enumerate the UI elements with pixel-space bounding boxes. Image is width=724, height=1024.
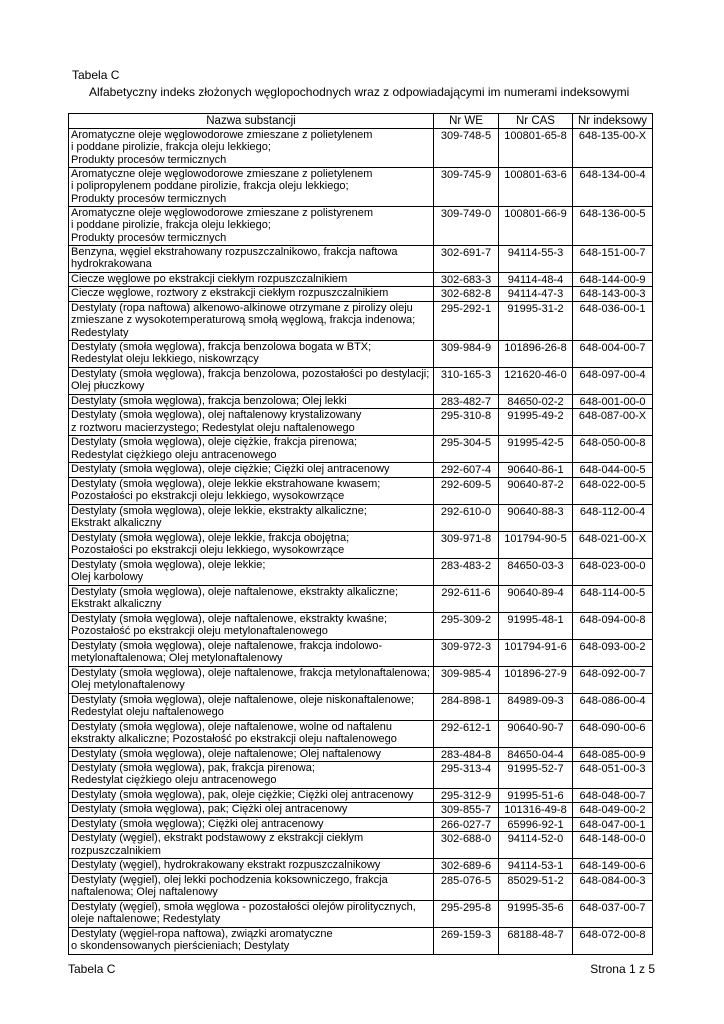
cas-number-cell: 91995-52-7 — [499, 762, 573, 789]
cas-number-cell: 84650-02-2 — [499, 394, 573, 408]
index-number-cell: 648-135-00-X — [573, 129, 653, 168]
cas-number-cell: 65996-92-1 — [499, 817, 573, 831]
substance-name-cell: Ciecze węglowe po ekstrakcji ciekłym rozpuszczalnikiem — [69, 273, 434, 287]
table-body — [69, 129, 653, 955]
ec-number-cell: 283-482-7 — [434, 394, 499, 408]
cas-number-cell: 90640-86-1 — [499, 463, 573, 477]
substance-name-cell: Destylaty (smoła węglowa), oleje naftalenowe, frakcja metylonaftalenowa; Olej metylonaftalenowy — [69, 666, 434, 693]
table-row — [69, 832, 653, 859]
substance-name-cell: Destylaty (smoła węglowa), olej naftalenowy krystalizowany z roztworu macierzystego; Redestylat oleju naftalenowego — [69, 409, 434, 436]
substance-name-cell: Destylaty (smoła węglowa), oleje naftalenowe, frakcja indolowo- metylonaftalenowa; Olej metylonaftalenowy — [69, 639, 434, 666]
substance-name-cell: Destylaty (smoła węglowa), oleje ciężkie; Ciężki olej antracenowy — [69, 463, 434, 477]
index-number-cell: 648-112-00-4 — [573, 504, 653, 531]
substance-name-cell: Destylaty (smoła węglowa), frakcja benzolowa bogata w BTX; Redestylat oleju lekkiego, niskowrzący — [69, 340, 434, 367]
index-number-cell: 648-087-00-X — [573, 409, 653, 436]
index-number-cell: 648-072-00-8 — [573, 927, 653, 954]
column-header-index: Nr indeksowy — [573, 114, 653, 129]
ec-number-cell: 309-855-7 — [434, 803, 499, 817]
document-title: Tabela C — [72, 68, 120, 82]
table-row — [69, 859, 653, 873]
ec-number-cell: 310-165-3 — [434, 367, 499, 394]
substance-name-cell: Destylaty (smoła węglowa), frakcja benzolowa; Olej lekki — [69, 394, 434, 408]
ec-number-cell: 309-749-0 — [434, 207, 499, 246]
index-number-cell: 648-148-00-0 — [573, 832, 653, 859]
index-number-cell: 648-037-00-7 — [573, 900, 653, 927]
footer-table-label: Tabela C — [68, 962, 116, 976]
substance-name-cell: Aromatyczne oleje węglowodorowe zmieszane z polietylenem i poddane pirolizie, frakcja oleju lekkiego; Produkty procesów termicznych — [69, 129, 434, 168]
index-number-cell: 648-023-00-0 — [573, 558, 653, 585]
cas-number-cell: 85029-51-2 — [499, 873, 573, 900]
table-row — [69, 168, 653, 207]
cas-number-cell: 91995-49-2 — [499, 409, 573, 436]
substance-name-cell: Destylaty (smoła węglowa), oleje lekkie ekstrahowane kwasem; Pozostałości po ekstrakcji oleju lekkiego, wysokowrzące — [69, 477, 434, 504]
ec-number-cell: 309-985-4 — [434, 666, 499, 693]
index-number-cell: 648-149-00-6 — [573, 859, 653, 873]
ec-number-cell: 302-689-6 — [434, 859, 499, 873]
ec-number-cell: 309-984-9 — [434, 340, 499, 367]
substance-name-cell: Destylaty (smoła węglowa), oleje ciężkie, frakcja pirenowa; Redestylat ciężkiego oleju antracenowego — [69, 436, 434, 463]
table-row — [69, 585, 653, 612]
table-row — [69, 873, 653, 900]
cas-number-cell: 94114-48-4 — [499, 273, 573, 287]
cas-number-cell: 121620-46-0 — [499, 367, 573, 394]
cas-number-cell: 101794-90-5 — [499, 531, 573, 558]
cas-number-cell: 100801-63-6 — [499, 168, 573, 207]
substance-name-cell: Aromatyczne oleje węglowodorowe zmieszane z polistyrenem i poddane pirolizie, frakcja oleju lekkiego; Produkty procesów termicznych — [69, 207, 434, 246]
index-number-cell: 648-144-00-9 — [573, 273, 653, 287]
cas-number-cell: 94114-53-1 — [499, 859, 573, 873]
substance-name-cell: Destylaty (smoła węglowa), frakcja benzolowa, pozostałości po destylacji; Olej płuczkowy — [69, 367, 434, 394]
table-row — [69, 803, 653, 817]
table-row — [69, 720, 653, 747]
ec-number-cell: 292-611-6 — [434, 585, 499, 612]
cas-number-cell: 94114-52-0 — [499, 832, 573, 859]
cas-number-cell: 100801-65-8 — [499, 129, 573, 168]
table-row — [69, 639, 653, 666]
cas-number-cell: 90640-88-3 — [499, 504, 573, 531]
ec-number-cell: 295-304-5 — [434, 436, 499, 463]
cas-number-cell: 91995-31-2 — [499, 301, 573, 340]
table-row — [69, 287, 653, 301]
table-row — [69, 129, 653, 168]
ec-number-cell: 283-483-2 — [434, 558, 499, 585]
table-row — [69, 817, 653, 831]
cas-number-cell: 91995-51-6 — [499, 789, 573, 803]
table-row — [69, 463, 653, 477]
ec-number-cell: 269-159-3 — [434, 927, 499, 954]
index-number-cell: 648-049-00-2 — [573, 803, 653, 817]
index-number-cell: 648-086-00-4 — [573, 693, 653, 720]
ec-number-cell: 292-612-1 — [434, 720, 499, 747]
ec-number-cell: 302-688-0 — [434, 832, 499, 859]
substance-name-cell: Benzyna, węgiel ekstrahowany rozpuszczalnikowo, frakcja naftowa hydrokrakowana — [69, 246, 434, 273]
substance-name-cell: Destylaty (węgiel), hydrokrakowany ekstrakt rozpuszczalnikowy — [69, 859, 434, 873]
index-number-cell: 648-092-00-7 — [573, 666, 653, 693]
substance-name-cell: Destylaty (smoła węglowa), oleje lekkie, frakcja obojętna; Pozostałości po ekstrakcji oleju lekkiego, wysokowrzące — [69, 531, 434, 558]
substance-name-cell: Ciecze węglowe, roztwory z ekstrakcji ciekłym rozpuszczalnikiem — [69, 287, 434, 301]
cas-number-cell: 84650-04-4 — [499, 747, 573, 761]
index-number-cell: 648-136-00-5 — [573, 207, 653, 246]
substance-index-table — [68, 113, 653, 955]
index-number-cell: 648-051-00-3 — [573, 762, 653, 789]
index-number-cell: 648-090-00-6 — [573, 720, 653, 747]
substance-name-cell: Destylaty (smoła węglowa), oleje naftalenowe, wolne od naftalenu ekstrakty alkaliczne; Pozostałość po ekstrakcji oleju naftalenowego — [69, 720, 434, 747]
table-row — [69, 789, 653, 803]
index-number-cell: 648-114-00-5 — [573, 585, 653, 612]
cas-number-cell: 84650-03-3 — [499, 558, 573, 585]
ec-number-cell: 309-972-3 — [434, 639, 499, 666]
index-number-cell: 648-044-00-5 — [573, 463, 653, 477]
column-header-we: Nr WE — [434, 114, 499, 129]
substance-name-cell: Destylaty (smoła węglowa); Ciężki olej antracenowy — [69, 817, 434, 831]
substance-name-cell: Destylaty (węgiel), smoła węglowa - pozostałości olejów pirolitycznych, oleje naftalenowe; Redestylaty — [69, 900, 434, 927]
ec-number-cell: 266-027-7 — [434, 817, 499, 831]
cas-number-cell: 101316-49-8 — [499, 803, 573, 817]
table-row — [69, 747, 653, 761]
document-subtitle: Alfabetyczny indeks złożonych węglopochodnych wraz z odpowiadającymi im numerami indeksowymi — [89, 85, 630, 99]
table-row — [69, 409, 653, 436]
substance-name-cell: Destylaty (ropa naftowa) alkenowo-alkinowe otrzymane z pirolizy oleju zmieszane z wysokotemperaturową smołą węglową, frakcja indenowa; Redestylaty — [69, 301, 434, 340]
table-row — [69, 693, 653, 720]
table-row — [69, 340, 653, 367]
cas-number-cell: 90640-90-7 — [499, 720, 573, 747]
index-number-cell: 648-021-00-X — [573, 531, 653, 558]
substance-name-cell: Destylaty (smoła węglowa), oleje naftalenowe, ekstrakty kwaśne; Pozostałość po ekstrakcji oleju metylonaftalenowego — [69, 612, 434, 639]
ec-number-cell: 292-607-4 — [434, 463, 499, 477]
substance-name-cell: Destylaty (smoła węglowa), pak; Ciężki olej antracenowy — [69, 803, 434, 817]
substance-name-cell: Destylaty (smoła węglowa), pak, oleje ciężkie; Ciężki olej antracenowy — [69, 789, 434, 803]
ec-number-cell: 295-313-4 — [434, 762, 499, 789]
column-header-name: Nazwa substancji — [69, 114, 434, 129]
cas-number-cell: 101896-26-8 — [499, 340, 573, 367]
table-row — [69, 207, 653, 246]
table-row — [69, 367, 653, 394]
substance-name-cell: Destylaty (smoła węglowa), oleje naftalenowe, ekstrakty alkaliczne; Ekstrakt alkaliczny — [69, 585, 434, 612]
substance-name-cell: Destylaty (smoła węglowa), oleje lekkie, ekstrakty alkaliczne; Ekstrakt alkaliczny — [69, 504, 434, 531]
substance-name-cell: Destylaty (smoła węglowa), pak, frakcja pirenowa; Redestylat ciężkiego oleju antracenowego — [69, 762, 434, 789]
table-row — [69, 666, 653, 693]
footer-page-number: Strona 1 z 5 — [590, 962, 655, 976]
table-row — [69, 504, 653, 531]
ec-number-cell: 295-309-2 — [434, 612, 499, 639]
index-number-cell: 648-084-00-3 — [573, 873, 653, 900]
index-number-cell: 648-050-00-8 — [573, 436, 653, 463]
substance-name-cell: Destylaty (węgiel), ekstrakt podstawowy z ekstrakcji ciekłym rozpuszczalnikiem — [69, 832, 434, 859]
table-row — [69, 477, 653, 504]
ec-number-cell: 302-691-7 — [434, 246, 499, 273]
index-number-cell: 648-143-00-3 — [573, 287, 653, 301]
cas-number-cell: 101896-27-9 — [499, 666, 573, 693]
table-row — [69, 762, 653, 789]
index-number-cell: 648-134-00-4 — [573, 168, 653, 207]
cas-number-cell: 100801-66-9 — [499, 207, 573, 246]
ec-number-cell: 302-682-8 — [434, 287, 499, 301]
cas-number-cell: 90640-87-2 — [499, 477, 573, 504]
index-number-cell: 648-022-00-5 — [573, 477, 653, 504]
table-header-row — [69, 114, 653, 129]
table-row — [69, 394, 653, 408]
index-number-cell: 648-093-00-2 — [573, 639, 653, 666]
index-number-cell: 648-001-00-0 — [573, 394, 653, 408]
index-number-cell: 648-036-00-1 — [573, 301, 653, 340]
substance-name-cell: Destylaty (węgiel-ropa naftowa), związki aromatyczne o skondensowanych pierścieniach; Destylaty — [69, 927, 434, 954]
index-number-cell: 648-097-00-4 — [573, 367, 653, 394]
substance-name-cell: Destylaty (smoła węglowa), oleje naftalenowe, oleje niskonaftalenowe; Redestylat oleju naftalenowego — [69, 693, 434, 720]
column-header-cas: Nr CAS — [499, 114, 573, 129]
index-number-cell: 648-004-00-7 — [573, 340, 653, 367]
cas-number-cell: 94114-55-3 — [499, 246, 573, 273]
substance-name-cell: Destylaty (węgiel), olej lekki pochodzenia koksowniczego, frakcja naftalenowa; Olej naftalenowy — [69, 873, 434, 900]
table-row — [69, 531, 653, 558]
ec-number-cell: 295-312-9 — [434, 789, 499, 803]
ec-number-cell: 302-683-3 — [434, 273, 499, 287]
index-number-cell: 648-048-00-7 — [573, 789, 653, 803]
cas-number-cell: 90640-89-4 — [499, 585, 573, 612]
cas-number-cell: 91995-42-5 — [499, 436, 573, 463]
ec-number-cell: 284-898-1 — [434, 693, 499, 720]
table-row — [69, 436, 653, 463]
table-row — [69, 558, 653, 585]
table-row — [69, 927, 653, 954]
substance-name-cell: Aromatyczne oleje węglowodorowe zmieszane z polietylenem i polipropylenem poddane pirolizie, frakcja oleju lekkiego; Produkty procesów termicznych — [69, 168, 434, 207]
table-row — [69, 301, 653, 340]
substance-name-cell: Destylaty (smoła węglowa), oleje naftalenowe; Olej naftalenowy — [69, 747, 434, 761]
cas-number-cell: 94114-47-3 — [499, 287, 573, 301]
ec-number-cell: 295-310-8 — [434, 409, 499, 436]
ec-number-cell: 292-609-5 — [434, 477, 499, 504]
ec-number-cell: 283-484-8 — [434, 747, 499, 761]
index-number-cell: 648-151-00-7 — [573, 246, 653, 273]
ec-number-cell: 295-295-8 — [434, 900, 499, 927]
ec-number-cell: 309-971-8 — [434, 531, 499, 558]
ec-number-cell: 292-610-0 — [434, 504, 499, 531]
substance-name-cell: Destylaty (smoła węglowa), oleje lekkie; Olej karbolowy — [69, 558, 434, 585]
ec-number-cell: 295-292-1 — [434, 301, 499, 340]
table-row — [69, 900, 653, 927]
cas-number-cell: 101794-91-6 — [499, 639, 573, 666]
table-row — [69, 273, 653, 287]
index-number-cell: 648-094-00-8 — [573, 612, 653, 639]
cas-number-cell: 68188-48-7 — [499, 927, 573, 954]
ec-number-cell: 309-748-5 — [434, 129, 499, 168]
table-row — [69, 612, 653, 639]
index-number-cell: 648-047-00-1 — [573, 817, 653, 831]
cas-number-cell: 84989-09-3 — [499, 693, 573, 720]
ec-number-cell: 309-745-9 — [434, 168, 499, 207]
table-row — [69, 246, 653, 273]
index-number-cell: 648-085-00-9 — [573, 747, 653, 761]
cas-number-cell: 91995-48-1 — [499, 612, 573, 639]
cas-number-cell: 91995-35-6 — [499, 900, 573, 927]
ec-number-cell: 285-076-5 — [434, 873, 499, 900]
